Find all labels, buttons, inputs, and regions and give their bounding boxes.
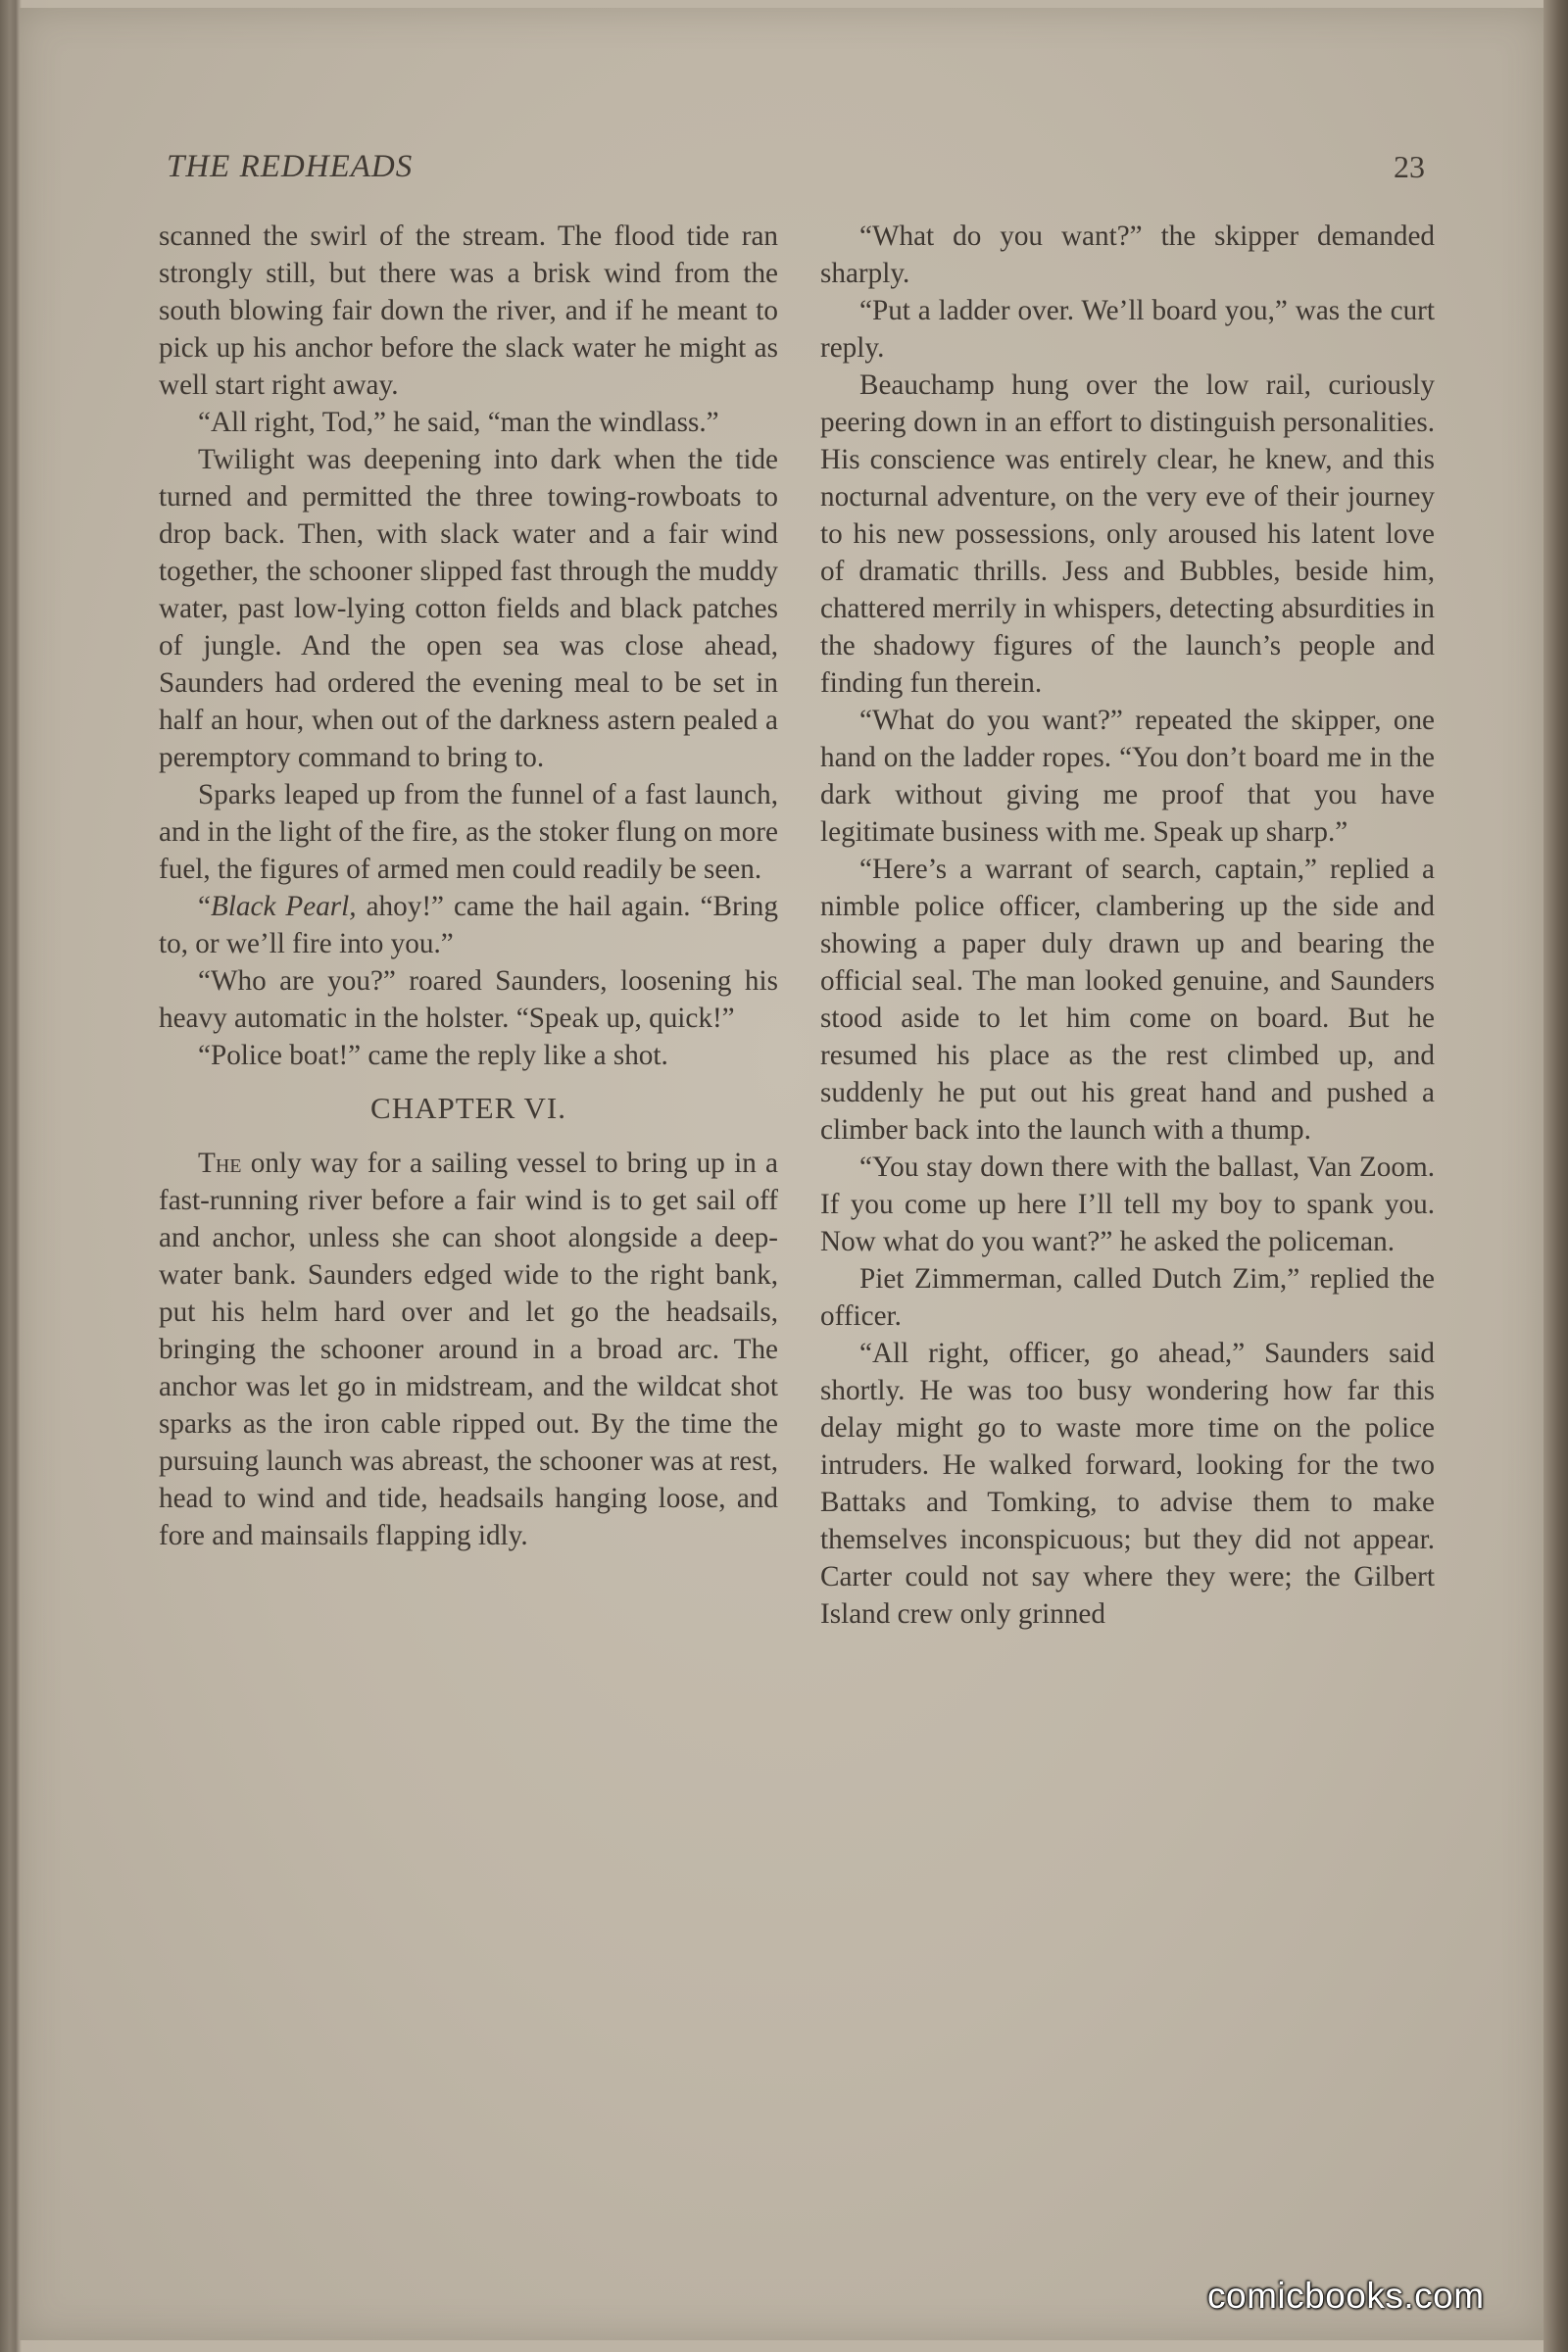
- paragraph: “What do you want?” repeated the skipper, one hand on the ladder ropes. “You don’t board me in the dark without giving me proof that you have legitimate business with me. Speak up sharp.”: [820, 705, 1435, 848]
- paragraph: Sparks leaped up from the funnel of a fast launch, and in the light of the fire, as the stoker flung on more fuel, the figures of armed men could readily be seen.: [159, 779, 778, 885]
- chapter-opening-paragraph: [159, 1145, 778, 1554]
- page-number: 23: [1394, 149, 1425, 184]
- right-column: [820, 218, 1435, 1633]
- paragraph: “What do you want?” the skipper demanded sharply.: [820, 220, 1435, 289]
- paragraph: Beauchamp hung over the low rail, curiously peering down in an effort to distinguish personalities. His conscience was entirely clear, he knew, and this nocturnal adventure, on the very eve of their journey to his new possessions, only aroused his latent love of dramatic thrills. Jess and Bubbles, beside him, chattered merrily in whispers, detecting absurdities in the shadowy figures of the launch’s people and finding fun therein.: [820, 369, 1435, 699]
- paragraph: “Who are you?” roared Saunders, loosening his heavy automatic in the holster. “Speak up, quick!”: [159, 965, 778, 1034]
- paragraph: “Put a ladder over. We’ll board you,” was the curt reply.: [820, 295, 1435, 364]
- watermark: comicbooks.com: [1207, 2276, 1485, 2316]
- paragraph: “Police boat!” came the reply like a shot.: [198, 1040, 668, 1071]
- paragraph: Piet Zimmerman, called Dutch Zim,” replied the officer.: [820, 1263, 1435, 1332]
- ship-name: Black Pearl,: [210, 891, 357, 922]
- paragraph: “All right, Tod,” he said, “man the windlass.”: [198, 407, 719, 438]
- paragraph: Twilight was deepening into dark when the tide turned and permitted the three towing-rowboats to drop back. Then, with slack water and a fair wind together, the schooner slipped fast through the muddy water, past low-lying cotton fields and black patches of jungle. And the open sea was close ahead, Saunders had ordered the evening meal to be set in half an hour, when out of the darkness astern pealed a peremptory command to bring to.: [159, 444, 778, 773]
- hail-text: ahoy!” came the hail again. “Bring to, or we’ll fire into you.”: [159, 891, 778, 959]
- paragraph: “You stay down there with the ballast, Van Zoom. If you come up here I’ll tell my boy to spank you. Now what do you want?” he asked the policeman.: [820, 1152, 1435, 1257]
- paragraph: “All right, officer, go ahead,” Saunders said shortly. He was too busy wondering how far this delay might go to waste more time on the police intruders. He walked forward, looking for the two Battaks and Tomking, to advise them to make themselves inconspicuous; but they did not appear. Carter could not say where they were; the Gilbert Island crew only grinned: [820, 1338, 1435, 1630]
- chapter-heading: CHAPTER VI.: [370, 1091, 566, 1125]
- chapter-opening-text: only way for a sailing vessel to bring up in a fast-running river before a fair wind is to get sail off and anchor, unless she can shoot alongside a deep-water bank. Saunders edged wide to the right bank, put his helm hard over and let go the headsails, bringing the schooner around in a broad arc. The anchor was let go in midstream, and the wildcat shot sparks as the iron cable ripped out. By the time the pursuing launch was abreast, the schooner was at rest, head to wind and tide, headsails hanging loose, and fore and mainsails flapping idly.: [159, 1148, 778, 1551]
- paragraph-hail: “Black Pearl, ahoy!” came the hail again. “Bring to, or we’ll fire into you.”: [159, 891, 778, 959]
- paragraph: scanned the swirl of the stream. The flood tide ran strongly still, but there was a brisk wind from the south blowing fair down the river, and if he meant to pick up his anchor before the slack water he might as well start right away.: [159, 220, 778, 401]
- page-edge: [1544, 0, 1568, 2352]
- left-column: [159, 218, 778, 1554]
- paragraph: “Here’s a warrant of search, captain,” replied a nimble police officer, clambering up the side and showing a paper duly drawn up and bearing the official seal. The man looked genuine, and Saunders stood aside to let him come on board. But he resumed his place as the rest climbed up, and suddenly he put out his great hand and pushed a climber back into the launch with a thump.: [820, 854, 1435, 1146]
- running-title: THE REDHEADS: [167, 149, 414, 184]
- lead-word: The: [198, 1148, 242, 1179]
